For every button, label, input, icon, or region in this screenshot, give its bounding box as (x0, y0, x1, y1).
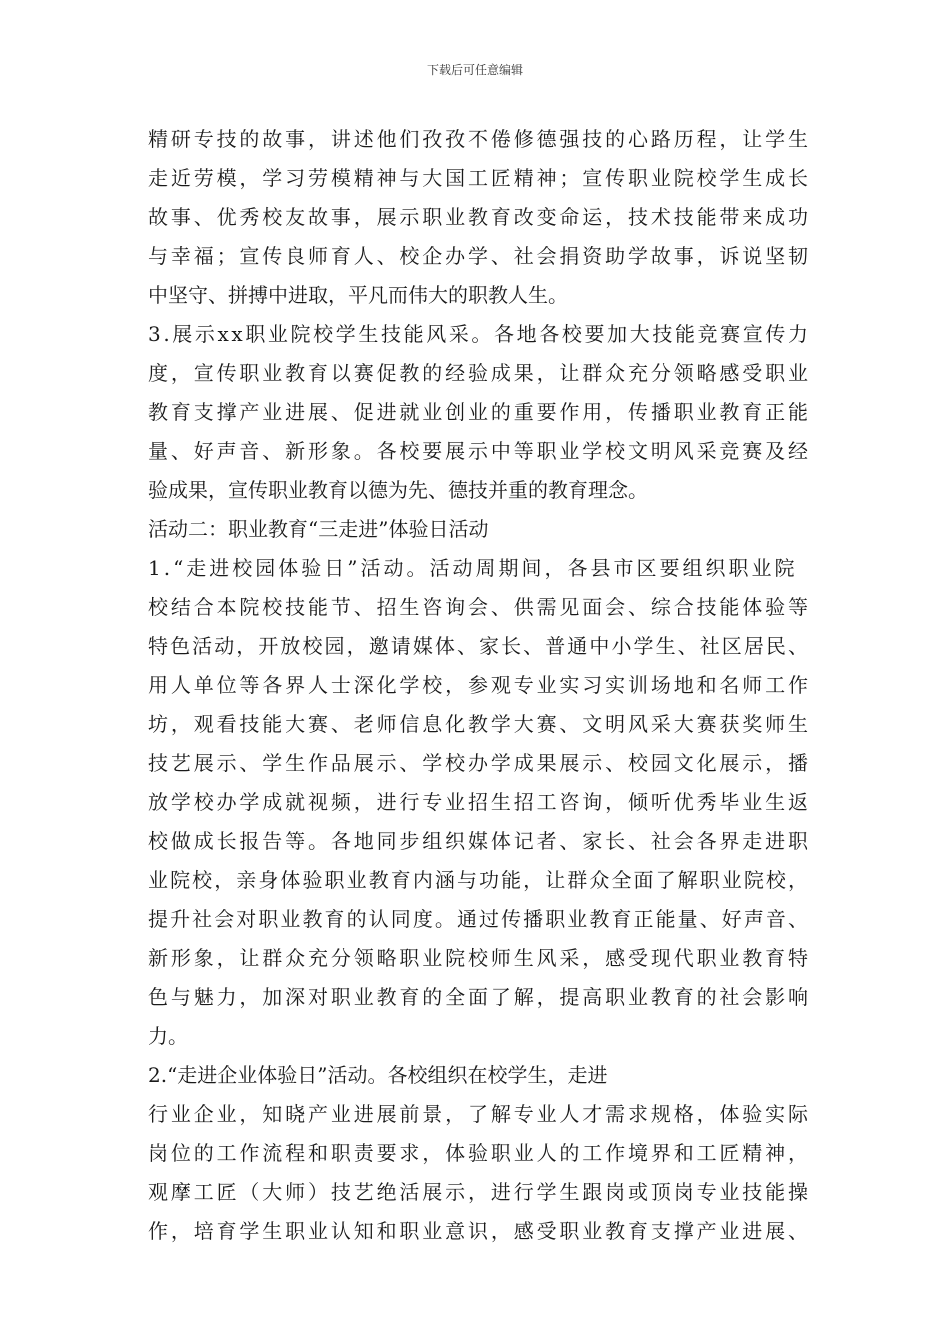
text-line: 中坚守、拼搏中进取，平凡而伟大的职教人生。 (148, 283, 568, 307)
text-line: 精研专技的故事，讲述他们孜孜不倦修德强技的心路历程，让学生 (148, 127, 811, 151)
text-line: 用人单位等各界人士深化学校，参观专业实习实训场地和名师工作 (148, 673, 811, 697)
text-line: 走近劳模，学习劳模精神与大国工匠精神；宣传职业院校学生成长 (148, 166, 811, 190)
section-heading: 活动二：职业教育“三走进”体验日活动 (148, 517, 489, 541)
text-line: 故事、优秀校友故事，展示职业教育改变命运，技术技能带来成功 (148, 205, 811, 229)
text-line: 3.展示xx职业院校学生技能风采。各地各校要加大技能竞赛宣传力 (148, 322, 811, 346)
text-line: 特色活动，开放校园，邀请媒体、家长、普通中小学生、社区居民、 (148, 634, 811, 658)
text-line: 力。 (148, 1024, 188, 1048)
page-header: 下载后可任意编辑 (426, 63, 523, 77)
text-line: 校结合本院校技能节、招生咨询会、供需见面会、综合技能体验等 (148, 595, 811, 619)
text-line: 量、好声音、新形象。各校要展示中等职业学校文明风采竞赛及经 (148, 439, 811, 463)
text-line: 放学校办学成就视频，进行专业招生招工咨询，倾听优秀毕业生返 (148, 790, 811, 814)
text-line: 度，宣传职业教育以赛促教的经验成果，让群众充分领略感受职业 (148, 361, 811, 385)
text-line: 坊，观看技能大赛、老师信息化教学大赛、文明风采大赛获奖师生 (148, 712, 811, 736)
text-line: 作，培育学生职业认知和职业意识，感受职业教育支撑产业进展、 (148, 1219, 811, 1243)
text-line: 验成果，宣传职业教育以德为先、德技并重的教育理念。 (148, 478, 648, 502)
text-line: 新形象，让群众充分领略职业院校师生风采，感受现代职业教育特 (148, 946, 811, 970)
text-line: 提升社会对职业教育的认同度。通过传播职业教育正能量、好声音、 (148, 907, 811, 931)
text-line: 1.“走进校园体验日”活动。活动周期间，各县市区要组织职业院 (148, 556, 798, 580)
text-line: 校做成长报告等。各地同步组织媒体记者、家长、社会各界走进职 (148, 829, 811, 853)
text-line: 观摩工匠（大师）技艺绝活展示，进行学生跟岗或顶岗专业技能操 (148, 1180, 811, 1204)
text-line: 业院校，亲身体验职业教育内涵与功能，让群众全面了解职业院校， (148, 868, 811, 892)
text-line: 与幸福；宣传良师育人、校企办学、社会捐资助学故事，诉说坚韧 (148, 244, 811, 268)
text-line: 岗位的工作流程和职责要求，体验职业人的工作境界和工匠精神， (148, 1141, 811, 1165)
text-line: 教育支撑产业进展、促进就业创业的重要作用，传播职业教育正能 (148, 400, 811, 424)
text-line: 色与魅力，加深对职业教育的全面了解，提高职业教育的社会影响 (148, 985, 811, 1009)
document-body (148, 120, 811, 1251)
text-line: 技艺展示、学生作品展示、学校办学成果展示、校园文化展示，播 (148, 751, 811, 775)
text-line: 2.“走进企业体验日”活动。各校组织在校学生，走进 (148, 1063, 608, 1087)
text-line: 行业企业，知晓产业进展前景，了解专业人才需求规格，体验实际 (148, 1102, 811, 1126)
